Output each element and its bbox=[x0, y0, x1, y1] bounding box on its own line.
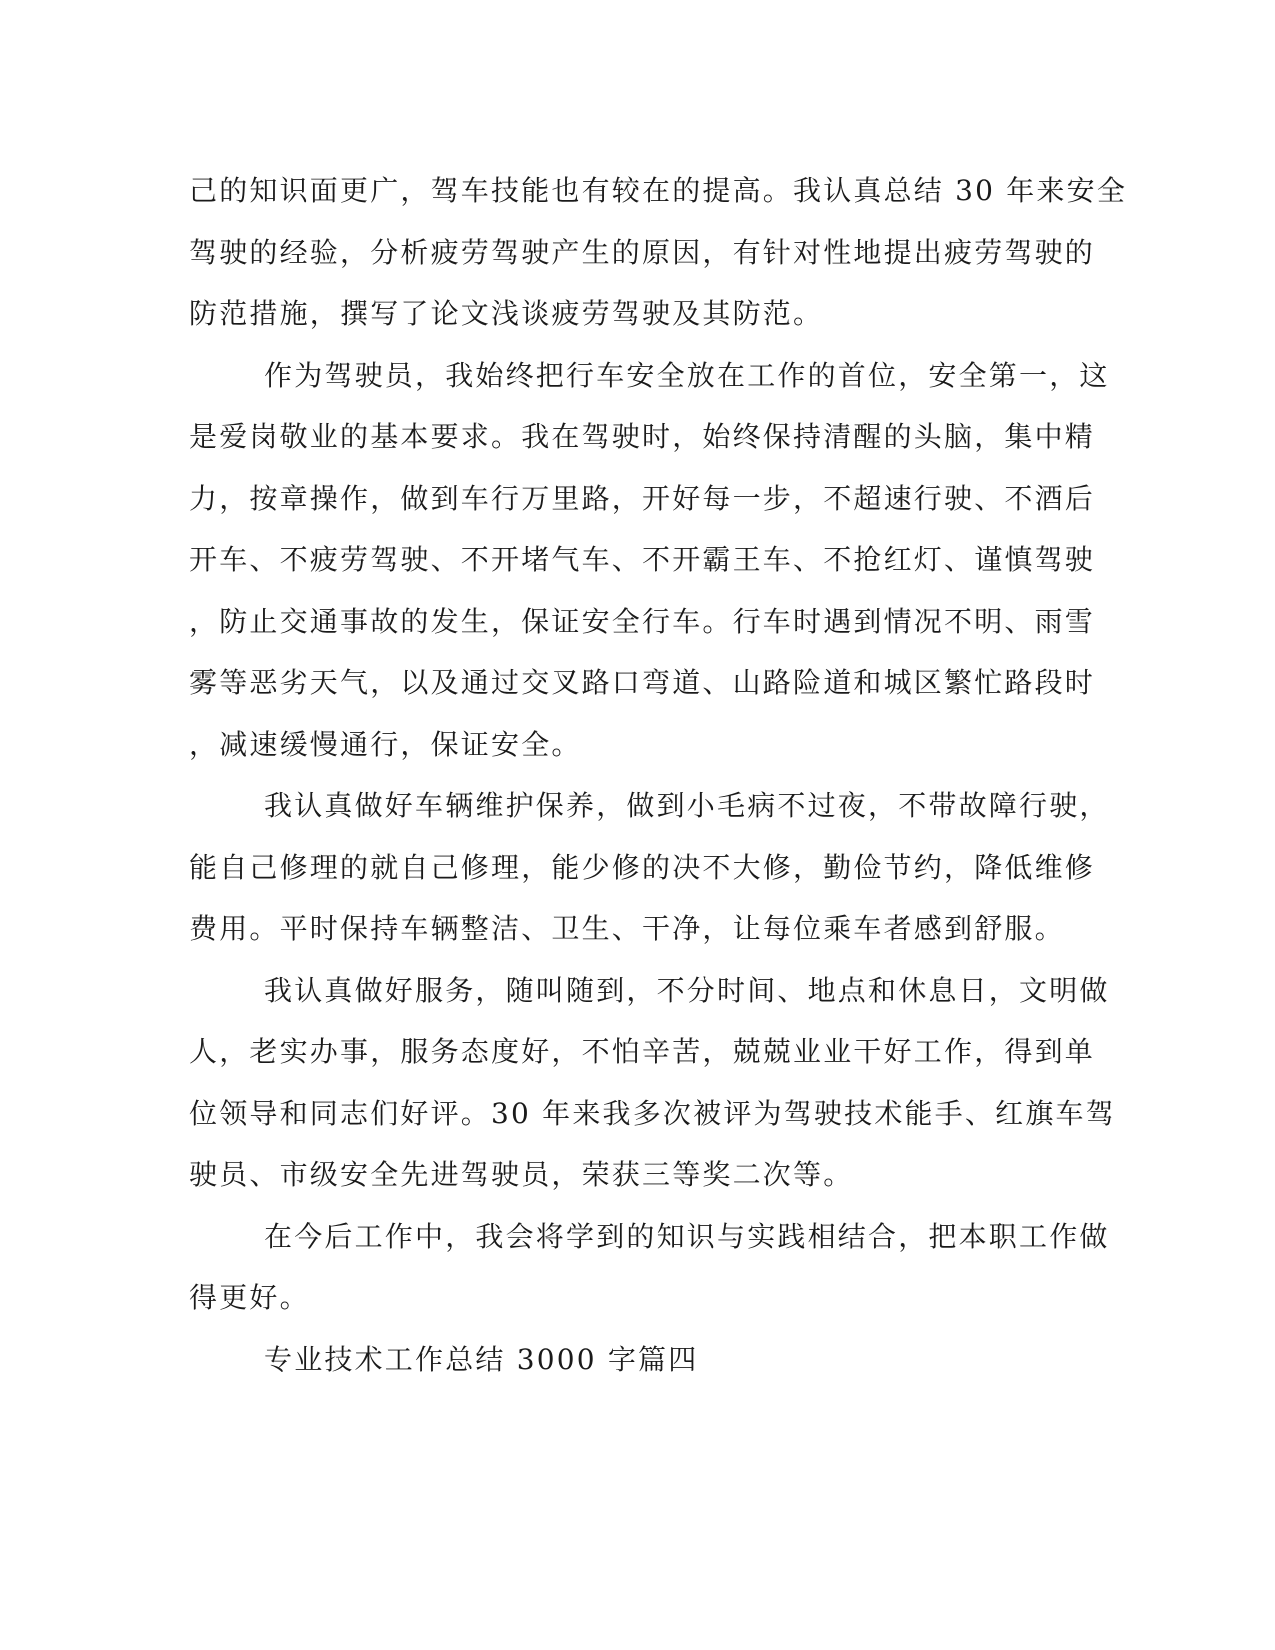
text-line-6: 力，按章操作，做到车行万里路，开好每一步，不超速行驶、不酒后 bbox=[189, 481, 1096, 515]
text-line-7: 开车、不疲劳驾驶、不开堵气车、不开霸王车、不抢红灯、谨慎驾驶 bbox=[189, 543, 1096, 576]
text-line-18: 在今后工作中，我会将学到的知识与实践相结合，把本职工作做 bbox=[264, 1219, 1110, 1253]
text-line-5: 是爱岗敬业的基本要求。我在驾驶时，始终保持清醒的头脑，集中精 bbox=[189, 420, 1096, 453]
document-body bbox=[189, 160, 1128, 1390]
text-line-15: 人，老实办事，服务态度好，不怕辛苦，兢兢业业干好工作，得到单 bbox=[189, 1035, 1096, 1068]
section-heading: 专业技术工作总结 3000 字篇四 bbox=[264, 1342, 699, 1376]
text-line-4: 作为驾驶员，我始终把行车安全放在工作的首位，安全第一，这 bbox=[264, 358, 1110, 392]
text-line-8: ，防止交通事故的发生，保证安全行车。行车时遇到情况不明、雨雪 bbox=[189, 604, 1096, 638]
text-line-10: ，减速缓慢通行，保证安全。 bbox=[189, 727, 582, 761]
text-line-19: 得更好。 bbox=[189, 1281, 310, 1314]
text-line-17: 驶员、市级安全先进驾驶员，荣获三等奖二次等。 bbox=[189, 1158, 854, 1191]
text-line-12: 能自己修理的就自己修理，能少修的决不大修，勤俭节约，降低维修 bbox=[189, 850, 1096, 884]
text-line-2: 驾驶的经验，分析疲劳驾驶产生的原因，有针对性地提出疲劳驾驶的 bbox=[189, 235, 1096, 269]
text-line-14: 我认真做好服务，随叫随到，不分时间、地点和休息日，文明做 bbox=[264, 973, 1110, 1007]
text-line-9: 雾等恶劣天气，以及通过交叉路口弯道、山路险道和城区繁忙路段时 bbox=[189, 666, 1096, 699]
text-line-1: 己的知识面更广，驾车技能也有较在的提高。我认真总结 30 年来安全 bbox=[189, 174, 1128, 207]
text-line-16: 位领导和同志们好评。30 年来我多次被评为驾驶技术能手、红旗车驾 bbox=[189, 1096, 1116, 1130]
text-line-11: 我认真做好车辆维护保养，做到小毛病不过夜，不带故障行驶， bbox=[264, 789, 1110, 822]
text-line-3: 防范措施，撰写了论文浅谈疲劳驾驶及其防范。 bbox=[189, 297, 824, 330]
text-line-13: 费用。平时保持车辆整洁、卫生、干净，让每位乘车者感到舒服。 bbox=[189, 912, 1065, 945]
